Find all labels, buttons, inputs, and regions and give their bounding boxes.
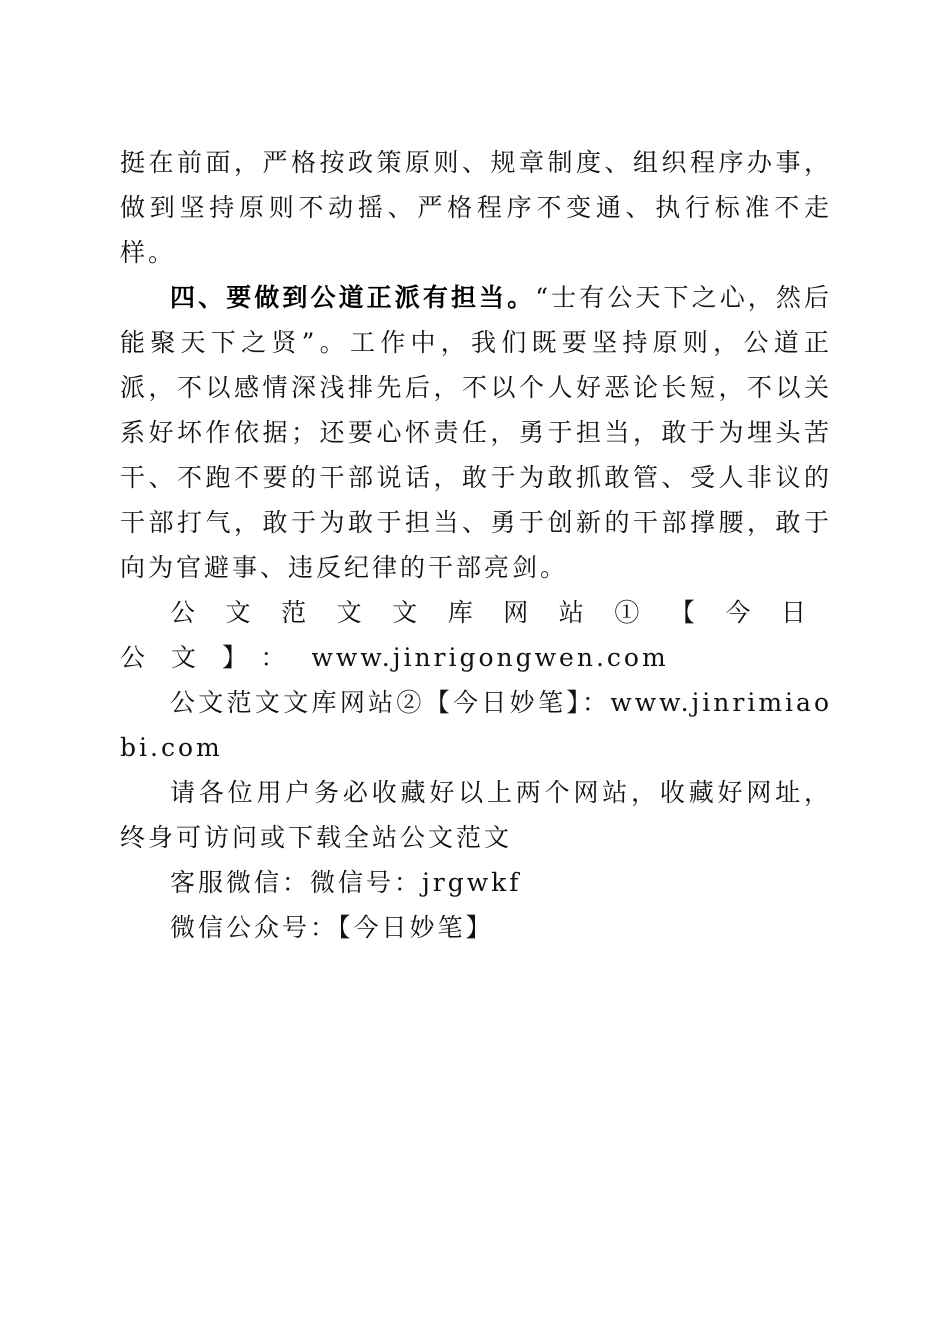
footer-site1 [120,590,832,680]
footer-public-account: 微信公众号：【今日妙笔】 [170,913,494,942]
section-heading: 四、要做到公道正派有担当。 [170,283,536,312]
footer-service-wechat: 客服微信：微信号：jrgwkf [170,868,522,897]
document-body [120,140,832,950]
paragraph-continuation: 挺在前面，严格按政策原则、规章制度、组织程序办事，做到坚持原则不动摇、严格程序不变通、执行标准不走样。 [120,148,832,267]
paragraph-fair-and-responsible [120,275,832,590]
footer-site2: 公文范文文库网站②【今日妙笔】：www.jinrimiaobi.com [120,688,832,762]
paragraph-body: “士有公天下之心，然后能聚天下之贤”。工作中，我们既要坚持原则，公道正派，不以感情深浅排先后，不以个人好恶论长短，不以关系好坏作依据；还要心怀责任，勇于担当，敢于为埋头苦干、不跑不要的干部说话，敢于为敢抓敢管、受人非议的干部打气，敢于为敢于担当、勇于创新的干部撑腰，敢于向为官避事、违反纪律的干部亮剑。 [120,283,832,582]
footer-site1-label: 公文范文文库网站①【今日公文】： [120,598,832,672]
footer-site1-url[interactable]: www.jinrigongwen.com [311,643,669,672]
footer-notice: 请各位用户务必收藏好以上两个网站，收藏好网址，终身可访问或下载全站公文范文 [120,778,832,852]
